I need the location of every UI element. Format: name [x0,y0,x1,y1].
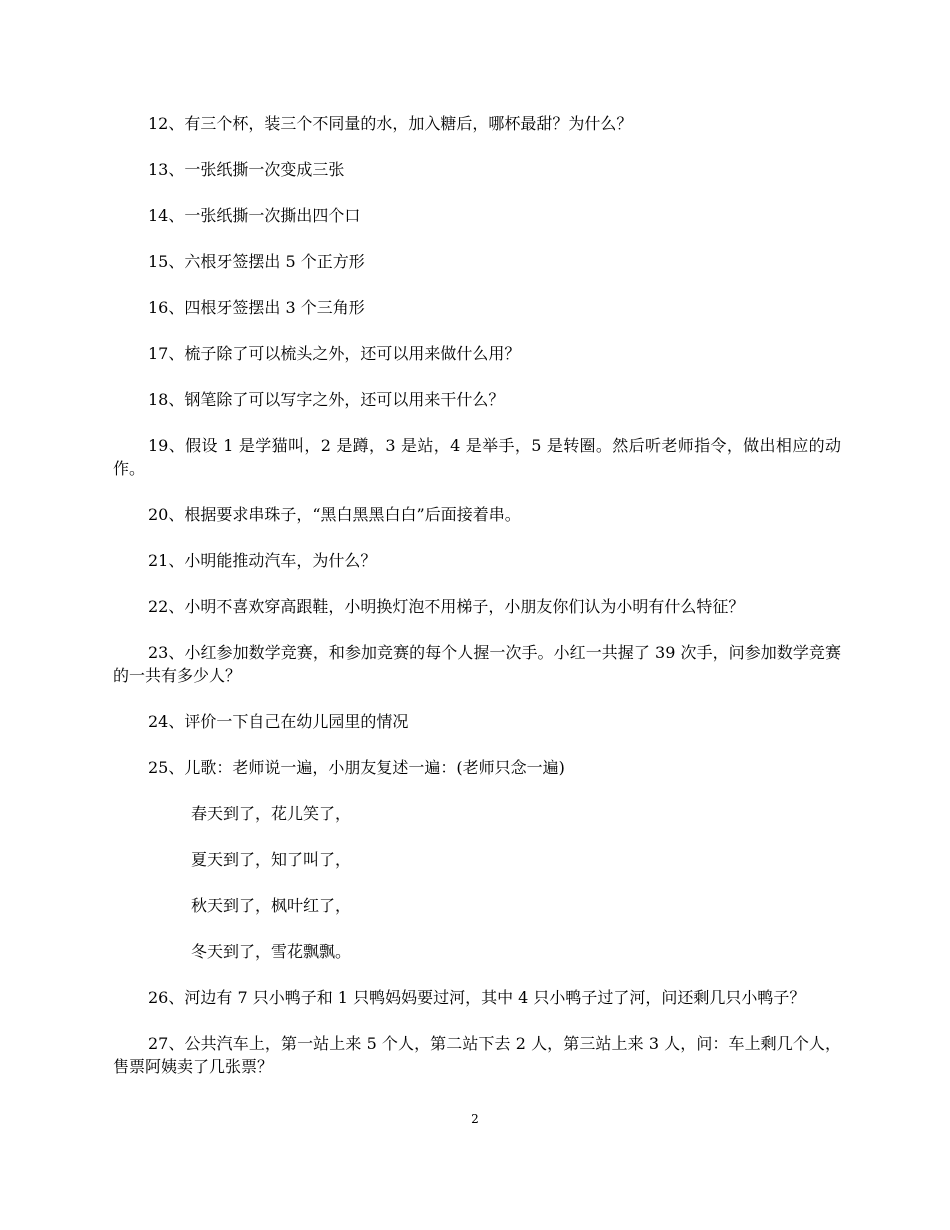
question-13: 13、一张纸撕一次变成三张 [148,160,345,179]
question-14: 14、一张纸撕一次撕出四个口 [148,206,361,225]
question-12: 12、有三个杯，装三个不同量的水，加入糖后，哪杯最甜？为什么？ [148,114,633,133]
question-27: 27、公共汽车上，第一站上来 5 个人，第二站下去 2 人，第三站上来 3 人，问：车上剩几个人，售票阿姨卖了几张票？ [113,1034,841,1076]
question-20: 20、根据要求串珠子，“黑白黑黑白白”后面接着串。 [148,505,521,524]
rhyme-line-spring: 春天到了，花儿笑了， [191,804,352,823]
question-26: 26、河边有 7 只小鸭子和 1 只鸭妈妈要过河，其中 4 只小鸭子过了河，问还剩几只小鸭子？ [148,988,806,1007]
rhyme-line-autumn: 秋天到了，枫叶红了， [191,896,352,915]
question-17: 17、梳子除了可以梳头之外，还可以用来做什么用？ [148,344,521,363]
question-19: 19、假设 1 是学猫叫，2 是蹲，3 是站，4 是举手，5 是转圈。然后听老师指令，做出相应的动作。 [113,436,841,478]
rhyme-line-winter: 冬天到了，雪花飘飘。 [191,942,352,961]
page-number: 2 [471,1112,479,1126]
document-body [113,112,841,1101]
question-24: 24、评价一下自己在幼儿园里的情况 [148,712,409,731]
rhyme-line-summer: 夏天到了，知了叫了， [191,850,352,869]
question-23: 23、小红参加数学竞赛，和参加竞赛的每个人握一次手。小红一共握了 39 次手，问参加数学竞赛的一共有多少人？ [113,643,841,685]
question-22: 22、小明不喜欢穿高跟鞋，小明换灯泡不用梯子，小朋友你们认为小明有什么特征？ [148,597,745,616]
question-21: 21、小明能推动汽车，为什么？ [148,551,377,570]
question-25: 25、儿歌：老师说一遍，小朋友复述一遍：(老师只念一遍) [148,758,565,777]
question-16: 16、四根牙签摆出 3 个三角形 [148,298,365,317]
nursery-rhyme [113,802,841,963]
question-18: 18、钢笔除了可以写字之外，还可以用来干什么？ [148,390,505,409]
question-15: 15、六根牙签摆出 5 个正方形 [148,252,365,271]
